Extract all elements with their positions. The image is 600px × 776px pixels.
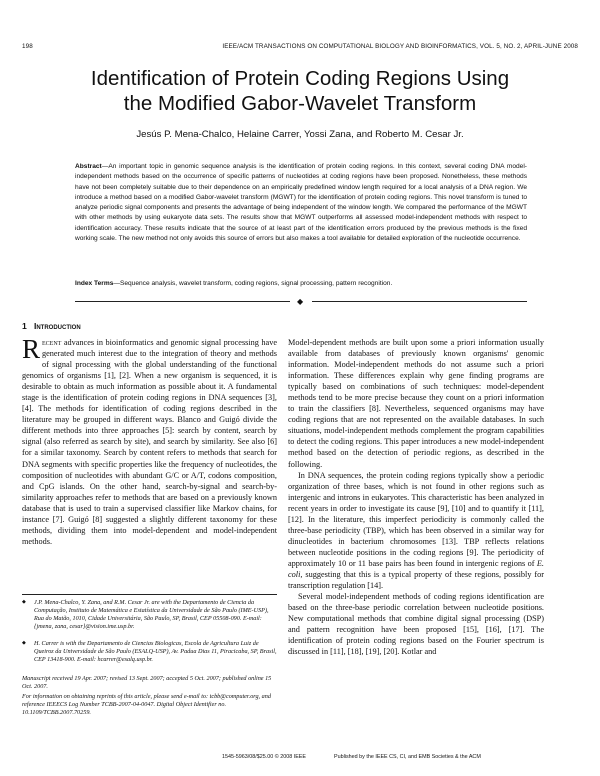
column-left: [22, 334, 277, 547]
ecoli-italic: E. coli: [288, 558, 544, 579]
footnote-rule: [22, 594, 277, 595]
column-right: [288, 337, 544, 657]
section-title: Introduction: [33, 321, 81, 331]
index-terms-text: —Sequence analysis, wavelet transform, coding regions, signal processing, pattern recognition.: [113, 280, 393, 287]
authors: Jesús P. Mena-Chalco, Helaine Carrer, Yossi Zana, and Roberto M. Cesar Jr.: [136, 129, 464, 140]
section-separator: [75, 297, 527, 307]
section-heading: [22, 321, 81, 331]
manuscript-received: Manuscript received 19 Apr. 2007; revised 13 Sept. 2007; accepted 5 Oct. 2007; published online 15 Oct. 2007.: [22, 675, 272, 691]
separator-line-right: [312, 301, 527, 302]
footnote-2: [22, 640, 277, 664]
p3-text-a: In DNA sequences, the protein coding regions typically show a periodic organization of three bases, which is not found in other regions such as intergenic and introns in eukaryotes. This characteristic has been analyzed in recent years in order to investigate its cause [9], [10] and to quantify it [11], [12]. In the literature, this imperfect periodicity is commonly called the three-base periodicity (TBP), which has been observed in a similar way for dinucleotides in bacterium chromosomes [13]. TBP reflects relations between nucleotide positions in the coding regions [9]. The periodicity of approximately 10 or 11 base pairs has been found in intergenic regions of: [288, 470, 544, 568]
intro-paragraph-1: [22, 334, 277, 547]
publisher-line: Published by the IEEE CS, CI, and EMB Societies & the ACM: [334, 754, 481, 760]
footnote-bullet-1: ◆: [22, 600, 26, 605]
index-terms-label: Index Terms: [75, 280, 114, 287]
drop-cap: R: [22, 334, 41, 364]
footnote-1-text: J.P. Mena-Chalco, Y. Zana, and R.M. Cesar Jr. are with the Departamento de Ciencia da Computação, Instituto de Matemática e Estatística da Universidade de São Paulo (IME-USP), Rua do Matão, 1010, Cidade Universitária, São Paulo, SP, Brasil, CEP 05508-090. E-mail: {jmena, zana, cesar}@vision.ime.usp.br.: [34, 599, 269, 631]
separator-line-left: [75, 301, 290, 302]
title-line-2: the Modified Gabor-Wavelet Transform: [123, 91, 477, 115]
footnote-1: [22, 599, 277, 631]
intro-paragraph-4: Several model-independent methods of coding regions identification are based on the three-base periodic correlation between nucleotide positions. New computational methods that combine digital signal processing (DSP) and pattern recognition have been proposed [15], [16], [17]. The identification of protein coding regions based on the Fourier spectrum is discussed in [11], [18], [19], [20]. Kotlar and: [288, 592, 544, 657]
intro-paragraph-3: [288, 470, 544, 592]
p3-text-b: , suggesting that this is a typical property of these regions, possibly for transcription regulation [14].: [288, 569, 544, 591]
footnote-bullet-2: ◆: [22, 641, 26, 646]
abstract: [75, 162, 527, 244]
abstract-label: Abstract: [75, 163, 102, 170]
separator-diamond: ◆: [297, 297, 304, 306]
intro-text-1: advances in bioinformatics and genomic signal processing have generated much interest due to the integration of theory and methods of signal processing with the global understanding of the functional genomics of organisms [1], [2]. When a new organism is sequenced, it is desirable to obtain as much information as possible about it. A fundamental stage is the identification of protein coding regions in DNA sequences [3], [4]. The methods for identification of coding regions described in the literature may be grouped in different ways. Blanco and Guigó divide the different methods into three approaches [5]: search by content, search by signal (also referred as search by site), and search by similarity. See also [6] for a similar taxonomy. Search by content refers to methods that search for DNA segments with specific properties like the frequency of nucleotides, the composition of nucleotides with abundant G/C or A/T, codons composition, and CpG islands. On the other hand, search-by-signal and search-by-similarity approaches refer to methods that are based on a previously known database that is used to train a supervised classifier like Markov chains, for instance [7]. Guigó [8] suggested a slightly different taxonomy for these methods, dividing them into model-dependent and model-independent methods.: [22, 338, 277, 546]
page-number: 198: [22, 43, 33, 50]
title-line-1: Identification of Protein Coding Regions Using: [90, 67, 510, 90]
issn-line: 1545-5963/08/$25.00 © 2008 IEEE: [222, 754, 306, 760]
intro-paragraph-2: Model-dependent methods are built upon some a priori information usually available from databases of previously known organisms' genomic information. Model-independent methods do not assume such a priori information. These differences explain why gene finding programs are typically based on combinations of such techniques: model-dependent methods tend to be more precise because they count on a priori information to train the classifiers [8]. Nevertheless, sequenced organisms may have coding regions that are not represented on the available databases. In such situations, model-independent methods complement the program capabilities to detect the coding regions. This paper introduces a new model-independent method based on the detection of periodic regions, as described in the following.: [288, 338, 544, 469]
index-terms: [75, 279, 527, 289]
reprints-info: For information on obtaining reprints of this article, please send e-mail to: tcbb@computer.org, and reference IEEECS Log Number TCBB-2007-04-0047. Digital Object Identifier no. 10.1109/TCBB.2007.70259.: [22, 693, 271, 717]
footnote-2-text: H. Carrer is with the Departamento de Ciencias Biologicas, Escola de Agricultura Luiz de Queiroz da Universidade de São Paulo (ESALQ-USP), Av. Padua Dias 11, Piracicaba, SP, Brasil, CEP 13418-900. E-mail: hcarrer@esalq.usp.br.: [34, 640, 277, 664]
paper-title: [0, 67, 600, 116]
first-word-rest: ecent: [42, 338, 62, 347]
journal-line: IEEE/ACM TRANSACTIONS ON COMPUTATIONAL BIOLOGY AND BIOINFORMATICS, VOL. 5, NO. 2, APRIL-JUNE 2008: [222, 43, 578, 50]
abstract-text: —An important topic in genomic sequence analysis is the identification of protein coding regions. In this context, several coding DNA model-independent methods based on the occurrence of specific patterns of nucleotides at coding regions have been proposed. Nonetheless, these methods have not been completely suitable due to their dependence on an empirically predefined window length required for a local analysis of a DNA region. We introduce a method based on a modified Gabor-wavelet transform (MGWT) for the identification of protein coding regions. This novel transform is tuned to analyze periodic signal components and presents the advantage of being independent of the window length. We compared the performance of the MGWT with other methods by using eukaryote data sets. The results show that MGWT outperforms all assessed model-independent methods with respect to identification accuracy. These results indicate that the source of at least part of the identification errors produced by the previous methods is the fixed working scale. The new method not only avoids this source of errors but also makes a tool available for detailed exploration of the nucleotide occurrence.: [75, 163, 527, 242]
section-number: 1: [22, 321, 27, 331]
